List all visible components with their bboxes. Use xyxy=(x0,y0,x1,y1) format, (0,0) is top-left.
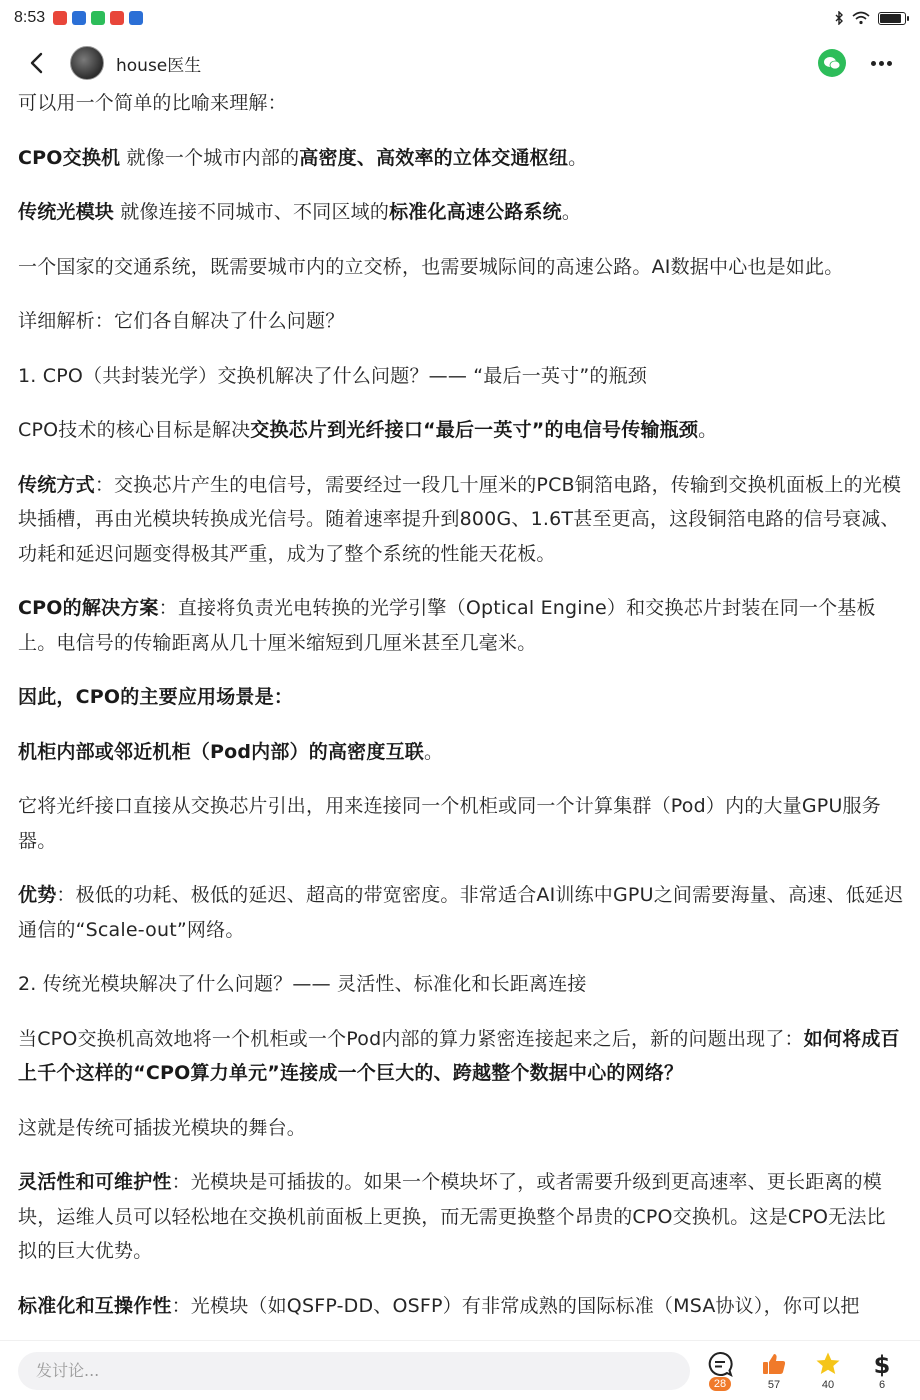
text-run: 。 xyxy=(698,419,718,441)
app-notification-icon xyxy=(129,11,143,25)
thumbs-up-icon xyxy=(761,1351,787,1377)
article-paragraph xyxy=(18,1111,904,1146)
battery-icon xyxy=(878,12,906,25)
bold-text: CPO的解决方案 xyxy=(18,597,159,619)
text-run: ：光模块是可插拔的。如果一个模块坏了，或者需要升级到更高速率、更长距离的模块，运维人员可以轻松地在交换机前面板上更换，而无需更换整个昂贵的CPO交换机。这是CPO无法比拟的巨大优势。 xyxy=(18,1171,886,1262)
article-paragraph xyxy=(18,680,904,715)
article-paragraph xyxy=(18,468,904,572)
tip-button[interactable] xyxy=(866,1351,898,1391)
text-run: 可以用一个简单的比喻来理解： xyxy=(18,92,287,114)
comment-count: 28 xyxy=(709,1377,731,1391)
article-paragraph xyxy=(18,1165,904,1269)
app-notification-icon xyxy=(110,11,124,25)
article-paragraph xyxy=(18,735,904,770)
text-run: 。 xyxy=(561,201,582,223)
bold-text: 灵活性和可维护性 xyxy=(18,1171,172,1193)
author-avatar[interactable] xyxy=(70,46,104,80)
text-run: 就像一个城市内部的 xyxy=(120,146,300,169)
bold-text: CPO交换机 xyxy=(18,146,121,169)
article-paragraph xyxy=(18,878,904,947)
article-paragraph xyxy=(18,1022,904,1091)
bold-text: 优势 xyxy=(18,884,57,906)
article-paragraph xyxy=(18,1289,904,1324)
text-run: 这就是传统可插拔光模块的舞台。 xyxy=(18,1116,307,1139)
text-run: CPO技术的核心目标是解决 xyxy=(18,419,251,441)
article-paragraph xyxy=(18,141,904,176)
wechat-share-button[interactable] xyxy=(818,49,846,77)
chevron-left-icon xyxy=(29,52,43,74)
back-button[interactable] xyxy=(18,45,54,81)
bold-text: 如何将成百上千个这样的“CPO算力单元”连接成一个巨大的、跨越整个数据中心的网络？ xyxy=(18,1027,900,1084)
text-run: 。 xyxy=(568,146,588,169)
comment-input[interactable] xyxy=(18,1352,690,1390)
article-paragraph xyxy=(18,789,904,858)
wifi-icon xyxy=(852,11,870,25)
text-run: 当CPO交换机高效地将一个机柜或一个Pod内部的算力紧密连接起来之后，新的问题出现了： xyxy=(18,1027,804,1050)
favorite-button[interactable] xyxy=(812,1351,844,1391)
app-notification-icon xyxy=(53,11,67,25)
wechat-icon xyxy=(823,56,841,70)
dot-icon xyxy=(879,61,884,66)
status-time: 8:53 xyxy=(14,9,46,26)
dot-icon xyxy=(887,61,892,66)
star-icon xyxy=(815,1351,841,1377)
app-notification-icon xyxy=(91,11,105,25)
text-run: 。 xyxy=(423,740,444,763)
article-body xyxy=(18,86,904,1350)
header-actions xyxy=(818,48,896,78)
bold-text: 机柜内部或邻近机柜（Pod内部）的高密度互联 xyxy=(18,740,424,763)
star-count: 40 xyxy=(821,1378,835,1391)
notification-icons xyxy=(53,11,148,25)
text-run: 详细解析：它们各自解决了什么问题？ xyxy=(18,310,345,332)
bluetooth-icon xyxy=(834,11,844,25)
like-count: 57 xyxy=(767,1378,781,1391)
text-run: 就像连接不同城市、不同区域的 xyxy=(114,201,390,223)
dot-icon xyxy=(871,61,876,66)
article-paragraph xyxy=(18,359,904,394)
status-bar xyxy=(0,0,920,36)
app-notification-icon xyxy=(72,11,86,25)
bold-text: 标准化和互操作性 xyxy=(18,1294,172,1317)
bold-text: 交换芯片到光纤接口“最后一英寸”的电信号传输瓶颈 xyxy=(250,419,699,441)
text-run: 一个国家的交通系统，既需要城市内的立交桥，也需要城际间的高速公路。AI数据中心也是如此。 xyxy=(18,255,844,278)
bold-text: 高密度、高效率的立体交通枢纽 xyxy=(299,146,569,169)
text-run: ：光模块（如QSFP-DD、OSFP）有非常成熟的国际标准（MSA协议），你可以把 xyxy=(171,1294,860,1317)
top-header xyxy=(0,36,920,90)
article-paragraph xyxy=(18,250,904,285)
bottom-actions xyxy=(704,1351,898,1391)
text-run: 1. CPO（共封装光学）交换机解决了什么问题？—— “最后一英寸”的瓶颈 xyxy=(18,364,647,387)
tip-count: 6 xyxy=(878,1378,886,1391)
article-paragraph xyxy=(18,195,904,230)
text-run: 2. 传统光模块解决了什么问题？—— 灵活性、标准化和长距离连接 xyxy=(18,973,587,995)
article-paragraph xyxy=(18,413,904,448)
bottom-bar xyxy=(0,1340,920,1400)
dollar-icon xyxy=(869,1351,895,1377)
text-run: ：直接将负责光电转换的光学引擎（Optical Engine）和交换芯片封装在同一个基板上。电信号的传输距离从几十厘米缩短到几厘米甚至几毫米。 xyxy=(18,597,876,654)
author-name[interactable]: house医生 xyxy=(116,55,202,76)
like-button[interactable] xyxy=(758,1351,790,1391)
bold-text: 传统方式 xyxy=(18,473,95,496)
article-paragraph xyxy=(18,304,904,339)
comment-icon xyxy=(707,1351,733,1377)
text-run: ：极低的功耗、极低的延迟、超高的带宽密度。非常适合AI训练中GPU之间需要海量、高速、低延迟通信的“Scale-out”网络。 xyxy=(18,884,904,941)
text-run: 它将光纤接口直接从交换芯片引出，用来连接同一个机柜或同一个计算集群（Pod）内的大量GPU服务器。 xyxy=(18,795,881,852)
more-options-button[interactable] xyxy=(866,48,896,78)
text-run: ：交换芯片产生的电信号，需要经过一段几十厘米的PCB铜箔电路，传输到交换机面板上的光模块插槽，再由光模块转换成光信号。随着速率提升到800G、1.6T甚至更高，这段铜箔电路的信号衰减、功耗和延迟问题变得极其严重，成为了整个系统的性能天花板。 xyxy=(18,473,902,565)
bold-text: 传统光模块 xyxy=(18,201,115,223)
article-paragraph xyxy=(18,967,904,1002)
bold-text: 因此，CPO的主要应用场景是： xyxy=(18,686,294,708)
article-paragraph xyxy=(18,591,904,660)
status-right xyxy=(834,11,906,25)
article-paragraph xyxy=(18,86,904,121)
bold-text: 标准化高速公路系统 xyxy=(389,201,562,223)
svg-text:$: $ xyxy=(873,1350,891,1377)
comments-button[interactable] xyxy=(704,1351,736,1391)
battery-level xyxy=(880,14,901,23)
